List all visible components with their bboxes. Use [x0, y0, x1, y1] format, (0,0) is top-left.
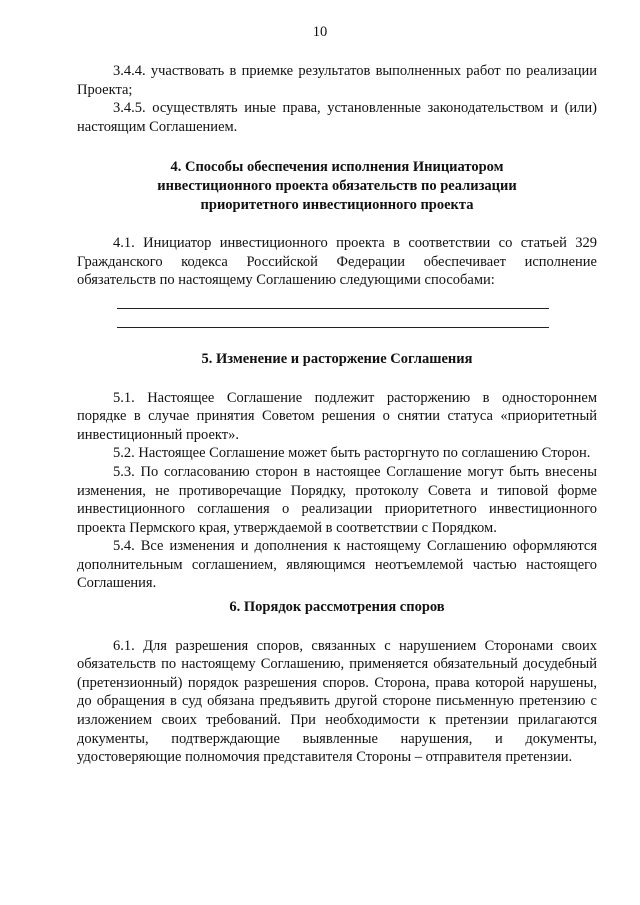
clause-5-1: 5.1. Настоящее Соглашение подлежит расторжению в одностороннем порядке в случае принятия Советом решения о снятии статуса «приоритетный инвестиционный проект». — [77, 389, 597, 443]
section-4-heading-line: приоритетного инвестиционного проекта — [200, 196, 474, 213]
section-4-heading-line: инвестиционного проекта обязательств по реализации — [157, 177, 517, 194]
clause-4-1: 4.1. Инициатор инвестиционного проекта в соответствии со статьей 329 Гражданского кодекса Российской Федерации обеспечивает исполнение обязательств по настоящему Соглашению следующими способами: — [77, 235, 597, 289]
clause-5-4: 5.4. Все изменения и дополнения к настоящему Соглашению оформляются дополнительным соглашением, являющимся неотъемлемой частью настоящего Соглашения. — [77, 538, 597, 592]
clause-6-1: 6.1. Для разрешения споров, связанных с нарушением Сторонами своих обязательств по настоящему Соглашению, применяется обязательный досудебный (претензионный) порядок разрешения споров. Сторона, права которой нарушены, до обращения в суд обязана предъявить другой стороне письменную претензию с изложением своих требований. При необходимости к претензии прилагаются документы, подтверждающие выявленные нарушения, и документы, удостоверяющие полномочия представителя Стороны – отправителя претензии. — [77, 637, 597, 766]
clause-5-2: 5.2. Настоящее Соглашение может быть расторгнуто по соглашению Сторон. — [113, 445, 591, 462]
section-4-heading — [77, 158, 597, 214]
document-body — [77, 62, 597, 767]
clause-3-4-5: 3.4.5. осуществлять иные права, установленные законодательством и (или) настоящим Соглашением. — [77, 100, 597, 135]
page-number: 10 — [312, 24, 328, 40]
section-5-heading: 5. Изменение и расторжение Соглашения — [201, 350, 473, 367]
clause-5-3: 5.3. По согласованию сторон в настоящее Соглашение могут быть внесены изменения, не противоречащие Порядку, протоколу Совета и типовой форме инвестиционного соглашения о реализации приоритетного инвестиционного проекта Пермского края, утверждаемой в соответствии с Порядком. — [77, 463, 597, 536]
clause-3-4-4: 3.4.4. участвовать в приемке результатов выполненных работ по реализации Проекта; — [77, 63, 597, 98]
section-4-heading-line: 4. Способы обеспечения исполнения Инициатором — [170, 159, 504, 176]
section-6-heading: 6. Порядок рассмотрения споров — [229, 599, 445, 616]
